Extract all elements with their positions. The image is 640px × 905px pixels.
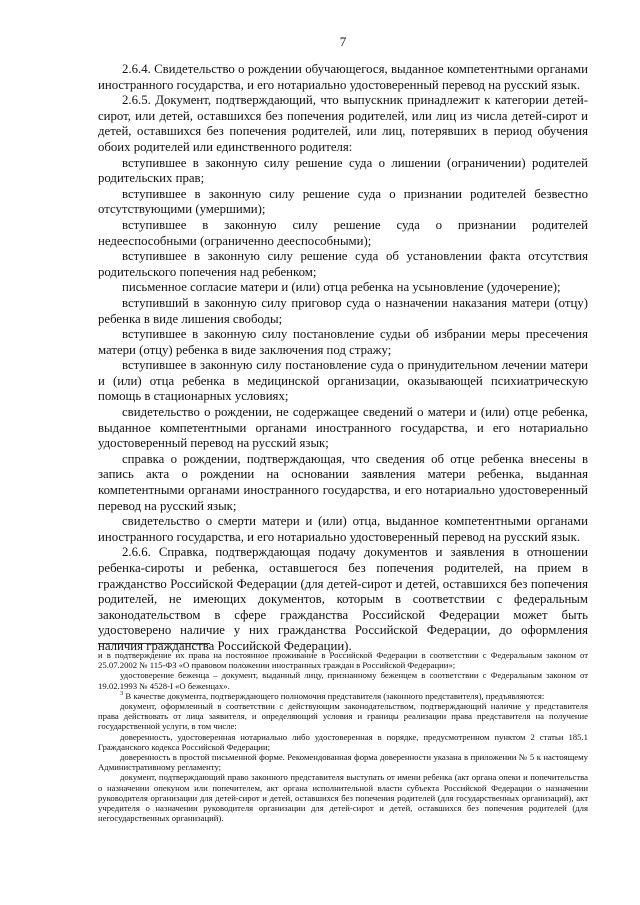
list-item: свидетельство о смерти матери и (или) отца, выданное компетентными органами иностранного государства, и его нотариально удостоверенный перевод на русский язык. (98, 514, 588, 544)
footnote-marker: 3 (120, 689, 124, 697)
list-item: справка о рождении, подтверждающая, что сведения об отце ребенка внесены в запись акта о рождении на основании заявления матери ребенка, выданная компетентными органами иностранного государства, и его нотариально удостоверенный перевод на русский язык; (98, 451, 588, 513)
list-item: вступившее в законную силу решение суда об установлении факта отсутствия родительского попечения над ребенком; (98, 249, 588, 279)
footnote-item: доверенность, удостоверенная нотариально либо удостоверенная в порядке, предусмотренном пунктом 2 статьи 185.1 Гражданского кодекса Российской Федерации; (98, 731, 588, 752)
body-text (98, 62, 588, 655)
list-item: вступивший в законную силу приговор суда о назначении наказания матери (отцу) ребенка в виде лишения свободы; (98, 295, 588, 326)
footnote-divider (98, 643, 210, 644)
list-item: вступившее в законную силу решение суда о лишении (ограничении) родителей родительских прав; (98, 155, 588, 186)
paragraph-2-6-6: 2.6.6. Справка, подтверждающая подачу документов и заявления в отношении ребенка-сироты и ребенка, оставшегося без попечения родителей, на прием в гражданство Российской Федерации (для детей-сирот и детей, оставшихся без попечения родителей, не имеющих документов, которым в соответствии с федеральным законодательством в сфере гражданства Российской Федерации может быть удостоверено наличие у них гражданства Российской Федерации, до оформления наличия гражданства Российской Федерации). (98, 545, 588, 653)
footnote-item: документ, оформленный в соответствии с действующим законодательством, подтверждающий наличие у представителя права действовать от лица заявителя, и определяющий условия и границы реализации права представителя на получение государственной услуги, в том числе: (98, 701, 588, 732)
footnote-refugee-certificate: удостоверение беженца – документ, выданный лицу, признанному беженцем в соответствии с Федеральным законом от 19.02.1993 № 4528-I «О беженцах». (98, 670, 588, 691)
list-item: вступившее в законную силу постановление судьи об избрании меры пресечения матери (отцу) ребенка в виде заключения под стражу; (98, 327, 588, 357)
footnote-continuation: и в подтверждение их права на постоянное проживание в Российской Федерации в соответствии с Федеральным законом от 25.07.2002 № 115-ФЗ «О правовом положении иностранных граждан в Российской Федерации»; (98, 650, 588, 671)
list-item: вступившее в законную силу постановление суда о принудительном лечении матери и (или) отца ребенка в медицинской организации, оказывающей психиатрическую помощь в стационарных условиях; (98, 358, 588, 404)
footnote-3 (98, 691, 588, 701)
list-item: вступившее в законную силу решение суда о признании родителей недееспособными (ограниченно дееспособными); (98, 217, 588, 248)
footnote-3-text: В качестве документа, подтверждающего полномочия представителя (законного представителя), предъявляются: (123, 690, 545, 701)
footnote-item: документ, подтверждающий право законного представителя выступать от имени ребенка (акт органа опеки и попечительства о назначении опекуном или попечителем, акт органа исполнительной власти субъекта Российской Федерации о назначении руководителя организации для детей-сирот и детей, оставшихся без попечения родителей (для государственных организаций), акт учредителя о назначении руководителя организации для детей-сирот и детей, оставшихся без попечения родителей (для негосударственных организаций). (98, 772, 588, 824)
paragraph-2-6-5: 2.6.5. Документ, подтверждающий, что выпускник принадлежит к категории детей-сирот, или детей, оставшихся без попечения родителей, или лиц из числа детей-сирот и детей, оставшихся без попечения родителей, или лиц, потерявших в период обучения обоих родителей или единственного родителя: (98, 93, 588, 154)
list-item: письменное согласие матери и (или) отца ребенка на усыновление (удочерение); (122, 280, 561, 295)
footnotes (98, 650, 588, 823)
footnote-item: доверенность в простой письменной форме. Рекомендованная форма доверенности указана в приложении № 5 к настоящему Административному регламенту; (98, 752, 588, 773)
list-item: свидетельство о рождении, не содержащее сведений о матери и (или) отце ребенка, выданное компетентными органами иностранного государства, и его нотариально удостоверенный перевод на русский язык; (98, 405, 588, 451)
page-number: 7 (339, 34, 347, 49)
list-item: вступившее в законную силу решение суда о признании родителей безвестно отсутствующими (умершими); (98, 186, 588, 217)
paragraph-2-6-4: 2.6.4. Свидетельство о рождении обучающегося, выданное компетентными органами иностранного государства, и его нотариально удостоверенный перевод на русский язык. (98, 62, 588, 92)
